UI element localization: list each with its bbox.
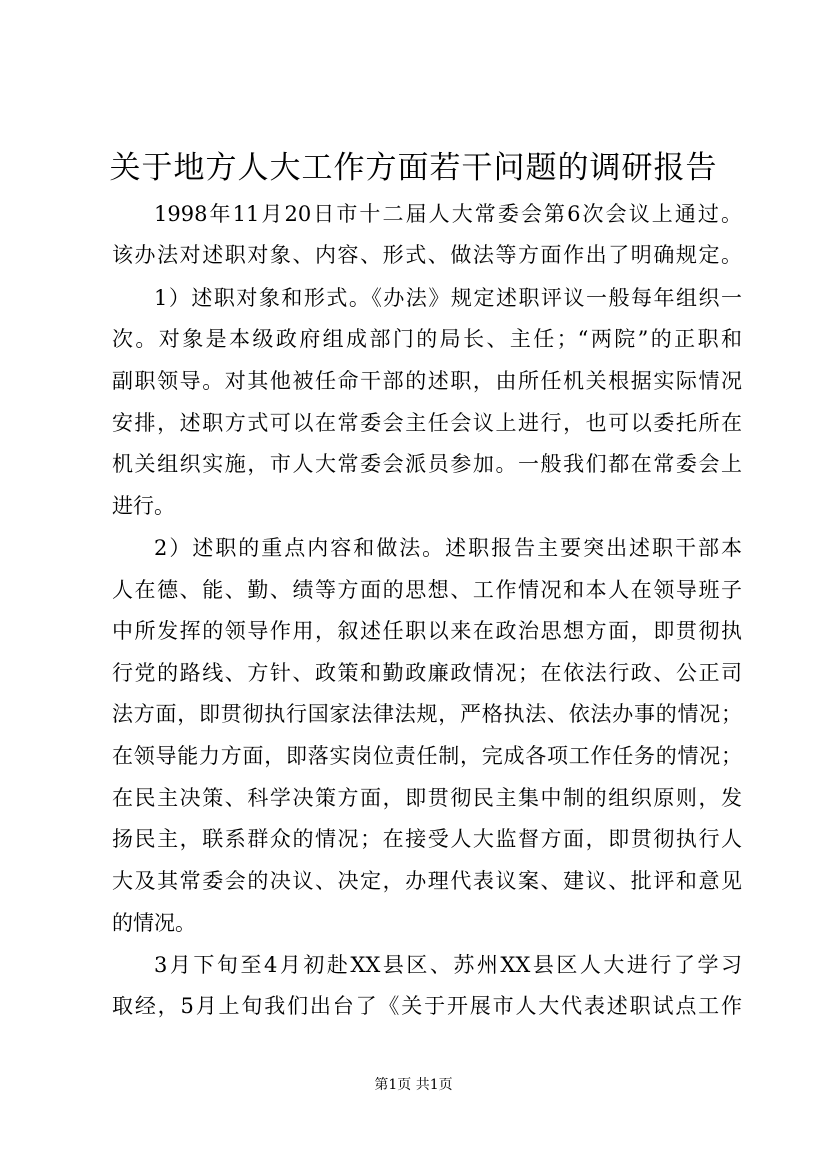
paragraph-line: 在民主决策、科学决策方面，即贯彻民主集中制的组织原则，发	[112, 786, 742, 810]
paragraph-line: 人在德、能、勤、绩等方面的思想、工作情况和本人在领导班子	[112, 578, 742, 602]
page-footer: 第1页 共1页	[374, 1077, 453, 1093]
paragraph-line: 的情况。	[112, 911, 196, 935]
paragraph-line: 法方面，即贯彻执行国家法律法规，严格执法、依法办事的情况；	[112, 702, 742, 726]
paragraph-line: 1）述职对象和形式。《办法》规定述职评议一般每年组织一	[154, 286, 742, 310]
paragraph-line: 扬民主，联系群众的情况；在接受人大监督方面，即贯彻执行人	[112, 827, 742, 851]
paragraph-line: 副职领导。对其他被任命干部的述职，由所任机关根据实际情况	[112, 369, 742, 393]
paragraph-line: 行党的路线、方针、政策和勤政廉政情况；在依法行政、公正司	[112, 661, 742, 685]
paragraph-line: 3月下旬至4月初赴XX县区、苏州XX县区人大进行了学习	[154, 953, 742, 977]
paragraph-line: 中所发挥的领导作用，叙述任职以来在政治思想方面，即贯彻执	[112, 619, 742, 643]
paragraph-line: 大及其常委会的决议、决定，办理代表议案、建议、批评和意见	[112, 869, 742, 893]
paragraph-line: 该办法对述职对象、内容、形式、做法等方面作出了明确规定。	[112, 243, 742, 267]
paragraph-line: 次。对象是本级政府组成部门的局长、主任；“两院”的正职和	[112, 327, 742, 351]
paragraph-line: 取经，5月上旬我们出台了《关于开展市人大代表述职试点工作	[112, 994, 742, 1018]
paragraph-line: 1998年11月20日市十二届人大常委会第6次会议上通过。	[154, 202, 742, 226]
paragraph-line: 进行。	[112, 494, 175, 518]
paragraph-line: 在领导能力方面，即落实岗位责任制，完成各项工作任务的情况；	[112, 744, 742, 768]
paragraph-line: 机关组织实施，市人大常委会派员参加。一般我们都在常委会上	[112, 452, 742, 476]
paragraph-line: 2）述职的重点内容和做法。述职报告主要突出述职干部本	[154, 536, 742, 560]
paragraph-line: 安排，述职方式可以在常委会主任会议上进行，也可以委托所在	[112, 411, 742, 435]
document-title: 关于地方人大工作方面若干问题的调研报告	[109, 150, 718, 186]
